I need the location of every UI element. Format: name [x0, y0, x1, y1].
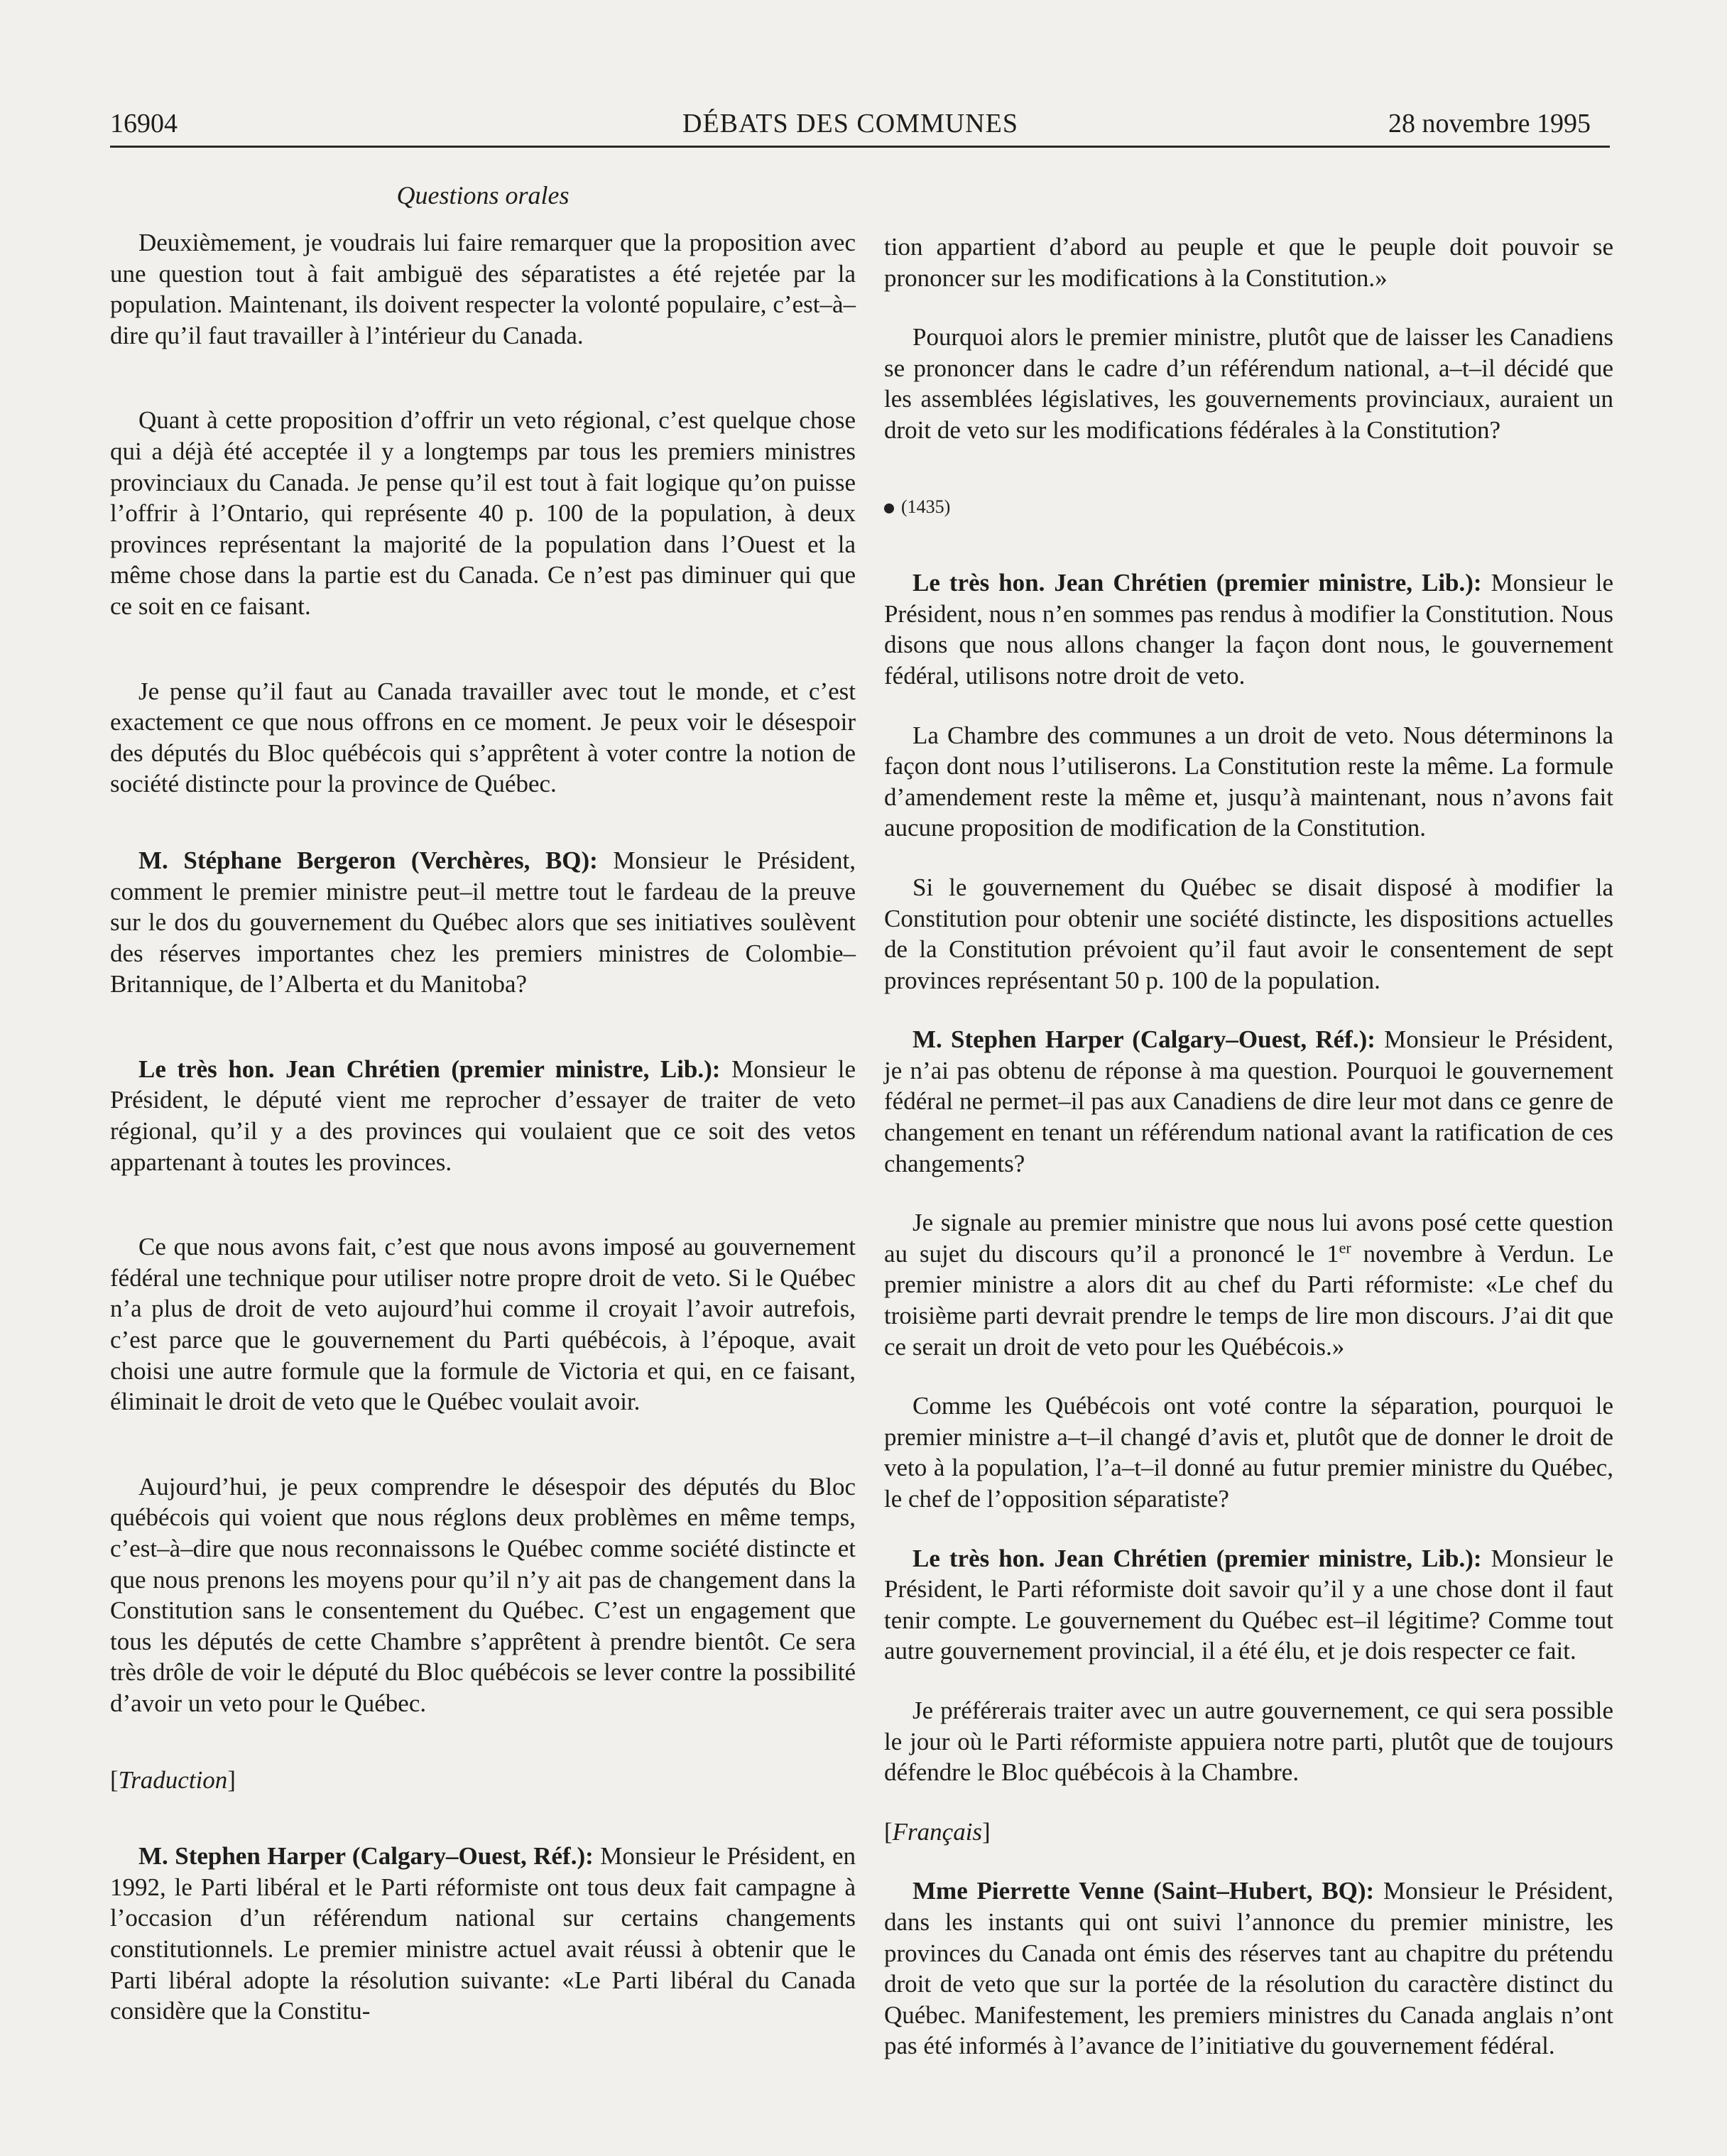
speech-text: Monsieur le Président, dans les instants qui ont suivi l’annonce du premier ministre, les provinces du Canada ont émis des réserves tant au chapitre du prétendu droit de veto que sur la portée de la résolution du caractère distinct du Québec. Manifestement, les premiers ministres du Canada anglais n’ont pas été informés à l’avance de l’initiative du gouvernement fédéral.	[884, 1877, 1613, 2060]
paragraph-text: Je signale au premier ministre que nous lui avons posé cette question au sujet du discours qu’il a prononcé le 1	[884, 1209, 1613, 1268]
language-tag: [Traduction]	[110, 1765, 236, 1794]
header-date: 28 novembre 1995	[1388, 109, 1591, 138]
speech-paragraph	[110, 845, 856, 1000]
paragraph: Je préférerais traiter avec un autre gouvernement, ce qui sera possible le jour où le Parti réformiste appuiera notre parti, plutôt que de toujours défendre le Bloc québécois à la Chambre.	[884, 1696, 1613, 1787]
speech-paragraph	[110, 1054, 856, 1177]
speech-text: Monsieur le Président, je n’ai pas obtenu de réponse à ma question. Pourquoi le gouvernement fédéral ne permet–il pas aux Canadiens de dire leur mot dans ce genre de changement en tenant un référendum national avant la ratification de ces changements?	[884, 1025, 1613, 1177]
speaker-name: Le très hon. Jean Chrétien (premier ministre, Lib.):	[912, 1544, 1482, 1572]
paragraph: Deuxièmement, je voudrais lui faire remarquer que la proposition avec une question tout à fait ambiguë des séparatistes a été rejetée par la population. Maintenant, ils doivent respecter la volonté populaire, c’est–à–dire qu’il faut travailler à l’intérieur du Canada.	[110, 229, 856, 349]
language-tag-text: Traduction	[118, 1765, 228, 1794]
timestamp-text: (1435)	[901, 496, 951, 517]
speaker-name: M. Stéphane Bergeron (Verchères, BQ):	[138, 846, 598, 874]
speech-paragraph	[884, 1543, 1613, 1667]
speaker-name: M. Stephen Harper (Calgary–Ouest, Réf.):	[138, 1842, 594, 1871]
paragraph: tion appartient d’abord au peuple et que le peuple doit pouvoir se prononcer sur les modifications à la Constitution.»	[884, 233, 1613, 292]
paragraph-text: novembre à Verdun. Le premier ministre a alors dit au chef du Parti réformiste: «Le chef du troisième parti devrait prendre le temps de lire mon discours. J’ai dit que ce serait un droit de veto pour les Québécois.»	[884, 1239, 1613, 1361]
paragraph: Ce que nous avons fait, c’est que nous avons imposé au gouvernement fédéral une technique pour utiliser notre propre droit de veto. Si le Québec n’a plus de droit de veto aujourd’hui comme il croyait l’avoir autrefois, c’est parce que le gouvernement du Parti québécois, à l’époque, avait choisi une autre formule que la formule de Victoria et qui, en ce faisant, éliminait le droit de veto que le Québec voulait avoir.	[110, 1233, 856, 1416]
speech-text: Monsieur le Président, le Parti réformiste doit savoir qu’il y a une chose dont il faut tenir compte. Le gouvernement du Québec est–il légitime? Comme tout autre gouvernement provincial, il a été élu, et je dois respecter ce fait.	[884, 1544, 1613, 1665]
speaker-name: Le très hon. Jean Chrétien (premier ministre, Lib.):	[912, 569, 1482, 597]
header-rule	[110, 146, 1610, 148]
speech-paragraph	[884, 1024, 1613, 1179]
speech-text: Monsieur le Président, en 1992, le Parti libéral et le Parti réformiste ont tous deux fait campagne à l’occasion d’un référendum national sur certains changements constitutionnels. Le premier ministre actuel avait réussi à obtenir que le Parti libéral adopte la résolution suivante: «Le Parti libéral du Canada considère que la Constitu-	[110, 1842, 856, 2025]
paragraph	[884, 1207, 1613, 1362]
paragraph: Je pense qu’il faut au Canada travailler avec tout le monde, et c’est exactement ce que nous offrons en ce moment. Je peux voir le désespoir des députés du Bloc québécois qui s’apprêtent à voter contre la notion de société distincte pour la province de Québec.	[110, 677, 856, 798]
speaker-name: M. Stephen Harper (Calgary–Ouest, Réf.):	[912, 1025, 1375, 1054]
page-number: 16904	[110, 109, 178, 138]
paragraph: Comme les Québécois ont voté contre la séparation, pourquoi le premier ministre a–t–il changé d’avis et, plutôt que de donner le droit de veto à la population, l’a–t–il donné au futur premier ministre du Québec, le chef de l’opposition séparatiste?	[884, 1392, 1613, 1513]
paragraph: Pourquoi alors le premier ministre, plutôt que de laisser les Canadiens se prononcer dans le cadre d’un référendum national, a–t–il décidé que les assemblées législatives, les gouvernements provinciaux, auraient un droit de veto sur les modifications fédérales à la Constitution?	[884, 323, 1613, 444]
speech-paragraph	[110, 1841, 856, 2027]
right-column	[884, 232, 1613, 2062]
publication-title: DÉBATS DES COMMUNES	[682, 109, 1018, 138]
language-tag-text: Français	[892, 1817, 983, 1846]
timestamp	[884, 491, 1613, 523]
bullet-icon	[884, 503, 894, 513]
paragraph: Aujourd’hui, je peux comprendre le désespoir des députés du Bloc québécois qui voient que nous réglons deux problèmes en même temps, c’est–à–dire que nous reconnaissons le Québec comme société distincte et que nous prenons les moyens pour qu’il n’y ait pas de changement dans la Constitution sans le consentement du Québec. C’est un engagement que tous les députés de cette Chambre s’apprêtent à prendre bientôt. Ce sera très drôle de voir le député du Bloc québécois se lever contre la possibilité d’avoir un veto pour le Québec.	[110, 1472, 856, 1717]
paragraph: Quant à cette proposition d’offrir un veto régional, c’est quelque chose qui a déjà été acceptée il y a longtemps par tous les premiers ministres provinciaux du Canada. Je pense qu’il est tout à fait logique qu’on puisse l’offrir à l’Ontario, qui représente 40 p. 100 de la population, à deux provinces représentant la majorité de la population dans l’Ouest et la même chose dans la partie est du Canada. Ce n’est pas diminuer qui que ce soit en ce faisant.	[110, 406, 856, 620]
page-header	[110, 105, 1591, 142]
speech-text: Monsieur le Président, comment le premier ministre peut–il mettre tout le fardeau de la preuve sur le dos du gouvernement du Québec alors que ses initiatives soulèvent des réserves importantes chez les premiers ministres de Colombie–Britannique, de l’Alberta et du Manitoba?	[110, 846, 856, 998]
ordinal-superscript: er	[1339, 1238, 1351, 1257]
speech-text: Monsieur le Président, le député vient me reprocher d’essayer de traiter de veto régional, qu’il y a des provinces qui voulaient que ce soit des vetos appartenant à toutes les provinces.	[110, 1055, 856, 1176]
speech-text: Monsieur le Président, nous n’en sommes pas rendus à modifier la Constitution. Nous disons que nous allons changer la façon dont nous, le gouvernement fédéral, utilisons notre droit de veto.	[884, 569, 1613, 690]
left-column	[110, 227, 856, 2027]
language-tag: [Français]	[884, 1817, 991, 1846]
paragraph: La Chambre des communes a un droit de veto. Nous déterminons la façon dont nous l’utiliserons. La Constitution reste la même. La formule d’amendement reste la même et, jusqu’à maintenant, nous n’avons fait aucune proposition de modification de la Constitution.	[884, 721, 1613, 842]
section-title: Questions orales	[396, 181, 570, 209]
speech-paragraph	[884, 1875, 1613, 2062]
paragraph: Si le gouvernement du Québec se disait disposé à modifier la Constitution pour obtenir une société distincte, les dispositions actuelles de la Constitution prévoient qu’il faut avoir le consentement de sept provinces représentant 50 p. 100 de la population.	[884, 873, 1613, 994]
speaker-name: Mme Pierrette Venne (Saint–Hubert, BQ):	[912, 1877, 1375, 1905]
speech-paragraph	[884, 567, 1613, 691]
speaker-name: Le très hon. Jean Chrétien (premier ministre, Lib.):	[138, 1055, 721, 1083]
